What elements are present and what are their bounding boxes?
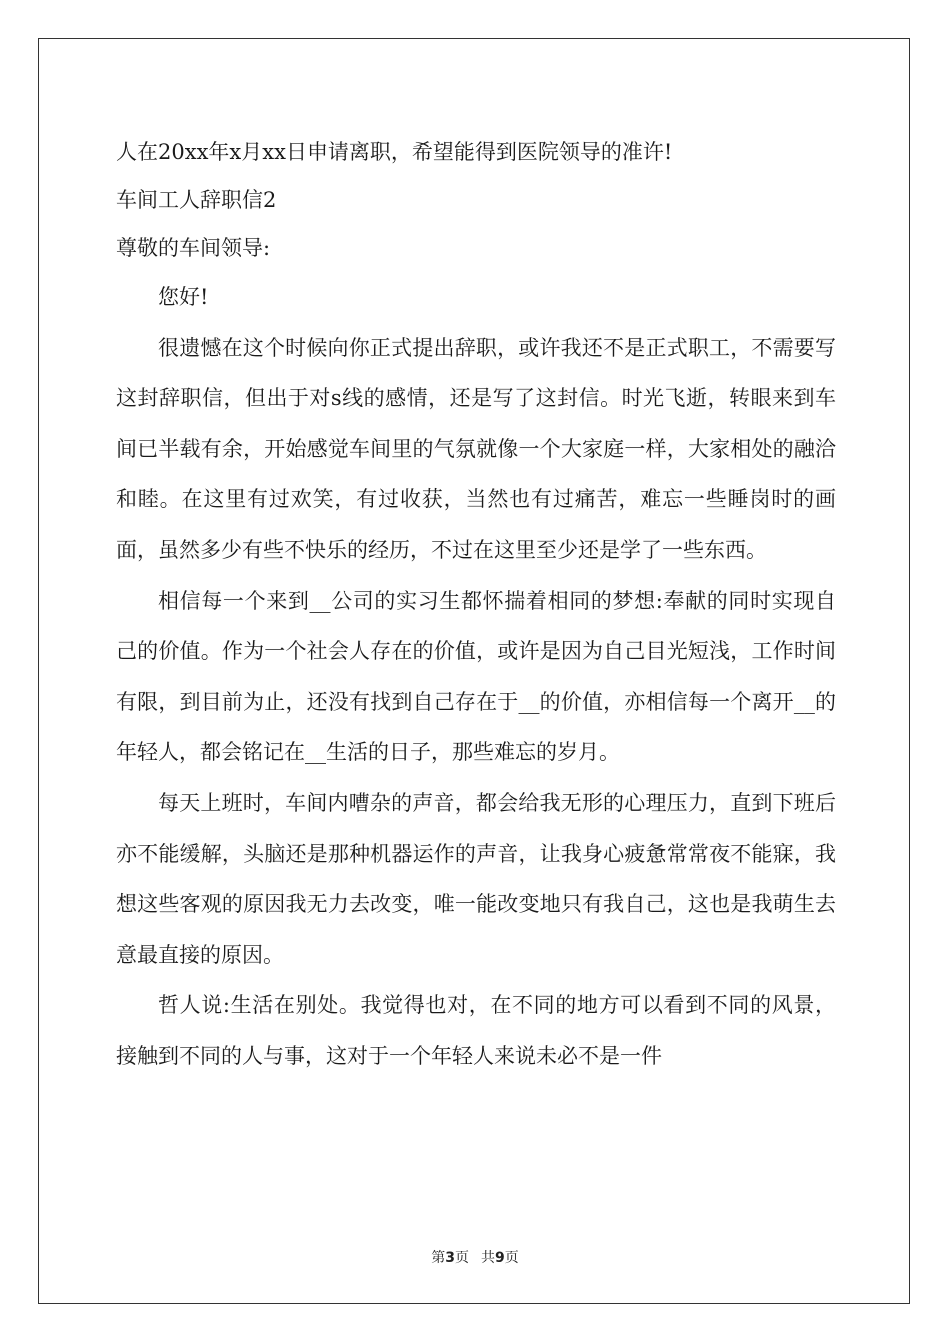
letter-title: 车间工人辞职信2 [116,188,277,212]
paragraph-3: 每天上班时，车间内嘈杂的声音，都会给我无形的心理压力，直到下班后亦不能缓解，头脑还是那种机器运作的声音，让我身心疲惫常常夜不能寐，我想这些客观的原因我无力去改变，唯一能改变地只有我自己，这也是我萌生去意最直接的原因。 [116,790,836,967]
paragraph-2: 相信每一个来到__公司的实习生都怀揣着相同的梦想:奉献的同时实现自己的价值。作为一个社会人存在的价值，或许是因为自己目光短浅，工作时间有限，到目前为止，还没有找到自己存在于__的价值，亦相信每一个离开__的年轻人，都会铭记在__生活的日子，那些难忘的岁月。 [116,588,836,765]
total-pages-number: 9 [495,1250,505,1266]
document-body [116,128,836,1082]
salutation: 尊敬的车间领导: [116,236,271,260]
footer-page-suffix: 页 [455,1250,469,1266]
paragraph-1: 很遗憾在这个时候向你正式提出辞职，或许我还不是正式职工，不需要写这封辞职信，但出于对s线的感情，还是写了这封信。时光飞逝，转眼来到车间已半载有余，开始感觉车间里的气氛就像一个大家庭一样，大家相处的融洽和睦。在这里有过欢笑，有过收获，当然也有过痛苦，难忘一些睡岗时的画面，虽然多少有些不快乐的经历，不过在这里至少还是学了一些东西。 [116,335,836,562]
text-line-intro: 人在20xx年x月xx日申请离职，希望能得到医院领导的准许! [116,140,673,164]
footer-prefix: 第 [431,1250,446,1266]
footer-total-suffix: 页 [504,1250,519,1266]
footer-total-prefix: 共 [481,1250,495,1266]
page-footer [0,1247,950,1267]
paragraph-4: 哲人说:生活在别处。我觉得也对，在不同的地方可以看到不同的风景，接触到不同的人与事，这对于一个年轻人来说未必不是一件 [116,993,836,1068]
greeting: 您好! [158,285,209,309]
current-page-number: 3 [445,1250,455,1266]
